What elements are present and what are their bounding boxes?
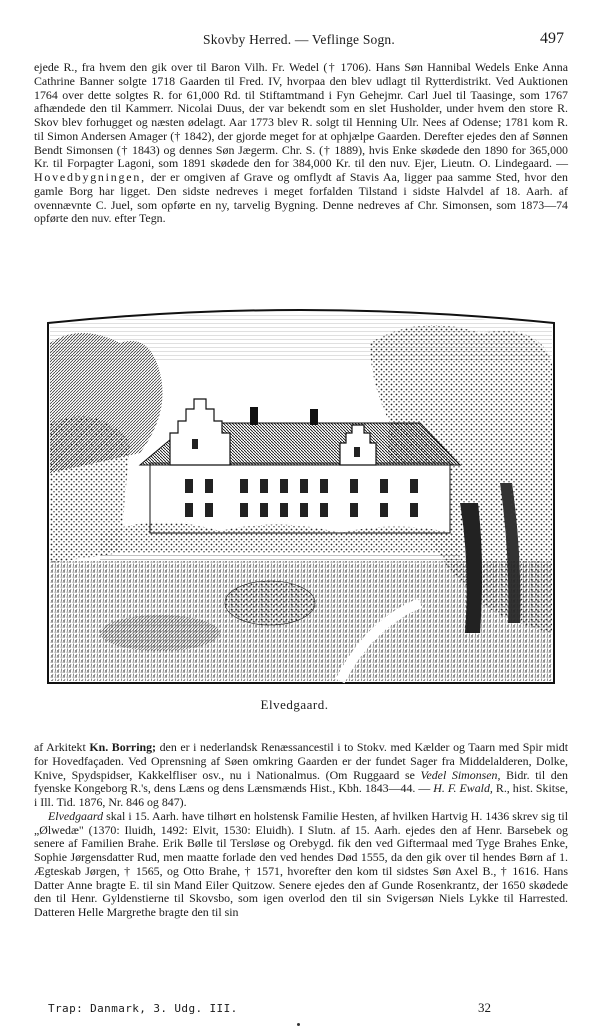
author-reference: Vedel Simonsen, bbox=[420, 767, 501, 782]
printer-mark bbox=[297, 1023, 300, 1026]
illustration-caption: Elvedgaard. bbox=[260, 697, 329, 712]
architect-name: Kn. Borring; bbox=[89, 740, 157, 754]
bottom-text-block bbox=[34, 741, 568, 920]
text-run: R., hist. Skitse, i Ill. Tid. 1876, Nr. 846 og 847). bbox=[34, 781, 568, 809]
top-text-block bbox=[34, 61, 568, 226]
text-run: der er omgiven af Grave og omflydt af Stavis Aa, ligger paa samme Sted, hvor den gamle Borg har ligget. Den sidste nedreves i meget forfalden Tilstand i sidste Halvdel af 18. Aarh. af ovennævnte C. Juel, som opførte en ny, tarvelig Bygning. Denne nedreves af Chr. Simonsen, som 1873—74 opførte den nuv. efter Tegn. bbox=[34, 170, 568, 226]
section-heading-hovedbygningen: Hovedbygningen, bbox=[34, 170, 146, 184]
author-reference: H. F. Ewald, bbox=[433, 781, 493, 796]
estate-name-elvedgaard: Elvedgaard bbox=[48, 808, 104, 823]
paragraph-elvedgaard bbox=[34, 810, 568, 920]
paragraph-ruggaard-history bbox=[34, 61, 568, 226]
text-run: af Arkitekt bbox=[34, 740, 86, 754]
paragraph-architect bbox=[34, 741, 568, 810]
page-number: 497 bbox=[540, 30, 564, 47]
text-run: ejede R., fra hvem den gik over til Baron Vilh. Fr. Wedel († 1706). Hans Søn Hannibal Wedels Enke Anna Cathrine Banner solgte 1718 Gaarden til Fred. IV, hvorpaa den blev udlagt til Rytterdistrikt. Ved Auktionen 1764 over dette solgtes R. for 61,000 Rd. til Stiftamtmand i Fyn Gehejmr. Carl Juel til Taasinge, som 1767 afhændede den til Kammerr. Nicolai Duus, der var bekendt som en slet Husholder, under hvem den store R. Skov blev forhugget og næsten ødelagt. Aar 1773 blev R. solgt til Henning Ulr. Nees af Odense; 1781 kom R. til Simon Andersen Amager († 1842), der gjorde meget for at ophjælpe Gaarden. Derefter ejedes den af Sønnen Bendt Simonsen († 1843) og dennes Søn Jægerm. Chr. S. († 1889), hvis Enke skødede den 1890 for 365,000 Kr. til Forpagter Lagoni, som 1891 skødede den for 384,000 Kr. til den nuv. Ejer, Lieutn. O. Lindegaard. — bbox=[34, 60, 568, 171]
text-run: skal i 15. Aarh. have tilhørt en holstensk Familie Hesten, af hvilken Hartvig H. 1436 skrev sig til „Ølwedæ" (1370: Iluidh, 1492: Elvit, 1530: Eluidh). I Slutn. af 15. Aarh. ejedes den af Henr. Barsebek og senere af Familien Brahe. Erik Bølle til Tersløse og Orebygd. fik den ved Giftermaal med Tyge Brahes Enke, Sophie Jørgensdatter Rud, men maatte forlade den ved hendes Død 1555, da den gik over til hendes Børn af 1. Ægteskab Jørgen, † 1565, og Otto Brahe, † 1571, hvorefter den kom til sidstes Søn Axel B., † 1616. Hans Datter Anne bragte E. til sin Mand Eiler Quitzow. Senere ejedes den af Gunde Rosenkrantz, der 1650 skødede den til Henr. Gyldenstierne til Skovsbo, som igen overlod den til sin Svigersøn Niels Lykke til Harrested. Datteren Helle Margrethe bragte den til sin bbox=[34, 808, 568, 919]
source-imprint: Trap: Danmark, 3. Udg. III. bbox=[48, 1002, 238, 1015]
signature-number: 32 bbox=[478, 1000, 491, 1015]
running-header bbox=[34, 30, 564, 52]
text-run: Bidr. til den fyenske Kongeborg R.'s, dens Læns og dens Lænsmænds Hist., Kbh. 1843—44. — bbox=[34, 767, 568, 796]
engraving-elvedgaard bbox=[40, 303, 562, 688]
running-title: Skovby Herred. — Veflinge Sogn. bbox=[203, 32, 395, 47]
text-run: den er i nederlandsk Renæssancestil i to Stokv. med Kælder og Taarn med Spir midt for Hovedfaçaden. Ved Oprensning af Søen omkring Gaarden er der fundet Sager fra Middelalderen, Dolke, Knive, Spydspidser, Kakkelfliser osv., nu i Nationalmus. (Om Ruggaard se bbox=[34, 740, 568, 782]
